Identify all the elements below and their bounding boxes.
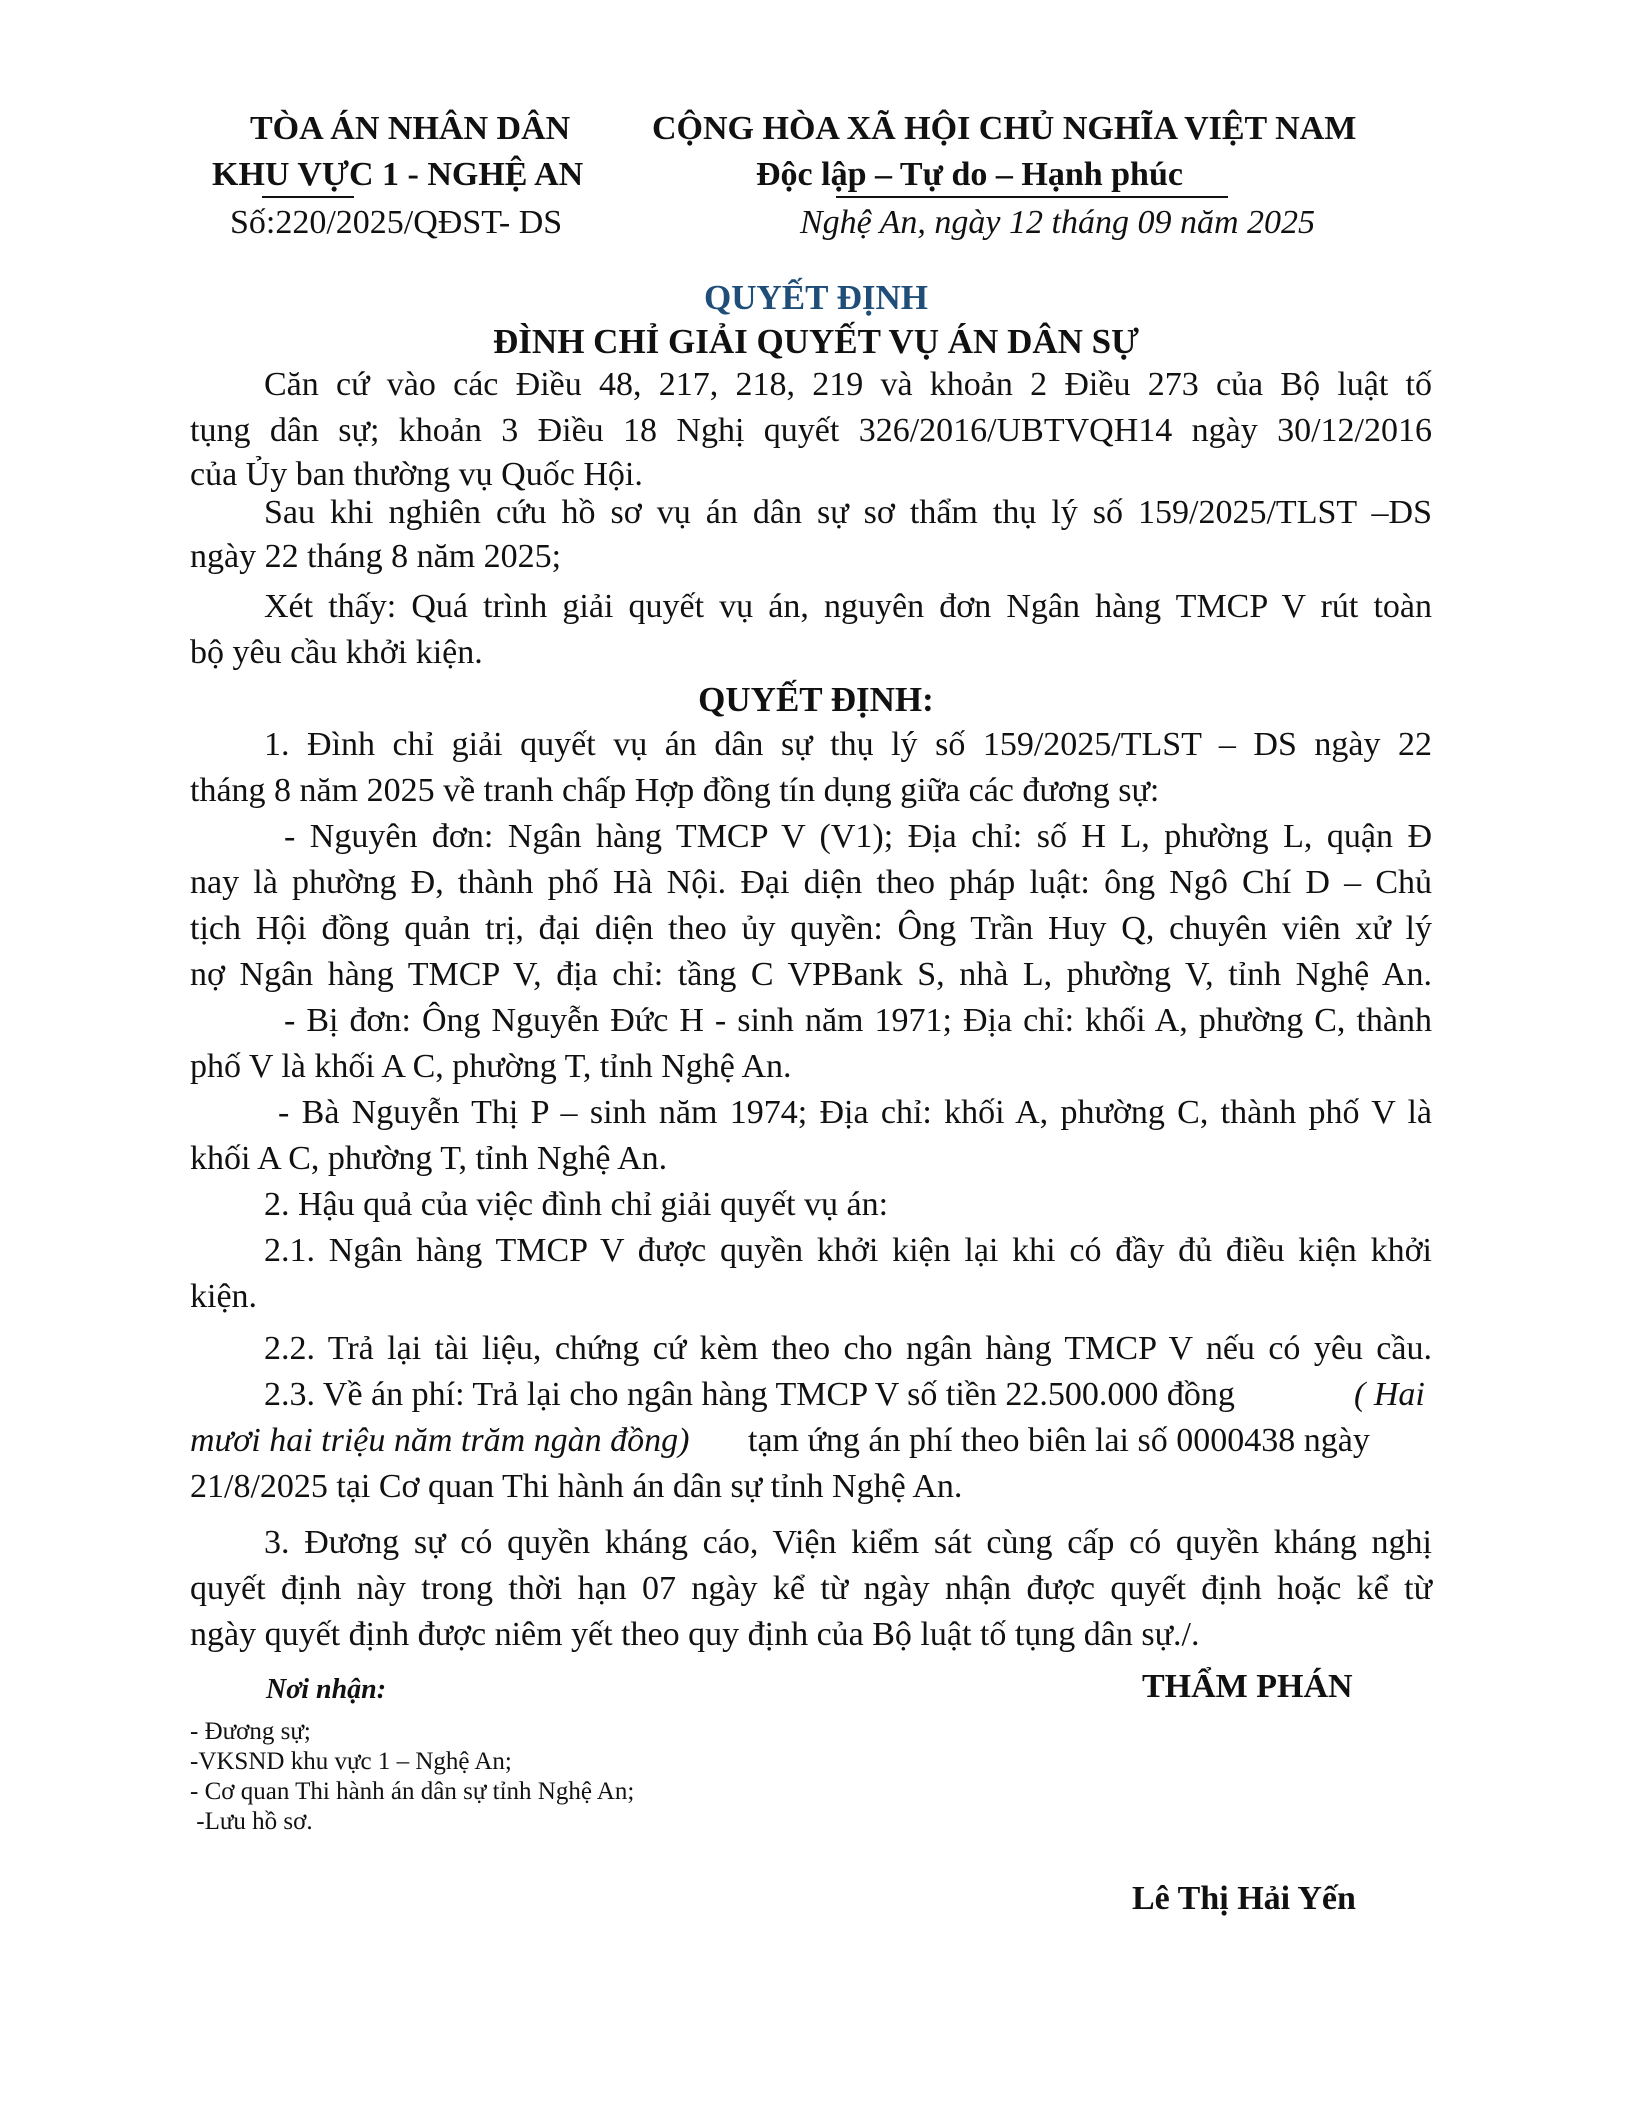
recipient-item: - Cơ quan Thi hành án dân sự tỉnh Nghệ An; [190,1778,635,1805]
recipients-title: Nơi nhận: [266,1674,387,1705]
body-line: tụng dân sự; khoản 3 Điều 18 Nghị quyết 326/2016/UBTVQH14 ngày 30/12/2016 [190,412,1432,449]
body-line: 2.3. Về án phí: Trả lại cho ngân hàng TMCP V số tiền 22.500.000 đồng [264,1376,1235,1413]
body-line: ngày quyết định được niêm yết theo quy định của Bộ luật tố tụng dân sự./. [190,1616,1200,1653]
body-line: 3. Đương sự có quyền kháng cáo, Viện kiểm sát cùng cấp có quyền kháng nghị [264,1524,1432,1561]
body-line: của Ủy ban thường vụ Quốc Hội. [190,456,643,493]
body-line: Căn cứ vào các Điều 48, 217, 218, 219 và khoản 2 Điều 273 của Bộ luật tố [264,366,1432,403]
body-line: khối A C, phường T, tỉnh Nghệ An. [190,1140,668,1177]
body-line: nay là phường Đ, thành phố Hà Nội. Đại diện theo pháp luật: ông Ngô Chí D – Chủ [190,864,1432,901]
body-line: ngày 22 tháng 8 năm 2025; [190,538,562,575]
signer-title: THẨM PHÁN [1142,1668,1353,1705]
body-line: - Bà Nguyễn Thị P – sinh năm 1974; Địa chỉ: khối A, phường C, thành phố V là [278,1094,1432,1131]
recipient-item: -VKSND khu vực 1 – Nghệ An; [190,1748,512,1775]
body-line: 2.1. Ngân hàng TMCP V được quyền khởi kiện lại khi có đầy đủ điều kiện khởi [264,1232,1432,1269]
body-line: Sau khi nghiên cứu hồ sơ vụ án dân sự sơ thẩm thụ lý số 159/2025/TLST –DS [264,494,1432,531]
body-line: quyết định này trong thời hạn 07 ngày kể từ ngày nhận được quyết định hoặc kể từ [190,1570,1432,1607]
national-motto: Độc lập – Tự do – Hạnh phúc [756,156,1183,193]
decision-number: Số:220/2025/QĐST- DS [230,204,563,241]
body-line: phố V là khối A C, phường T, tỉnh Nghệ An. [190,1048,792,1085]
body-line: 2.2. Trả lại tài liệu, chứng cứ kèm theo cho ngân hàng TMCP V nếu có yêu cầu. [264,1330,1432,1367]
court-name-line2: KHU VỰC 1 - NGHỆ AN [212,156,584,193]
body-line: 1. Đình chỉ giải quyết vụ án dân sự thụ lý số 159/2025/TLST – DS ngày 22 [264,726,1432,763]
decision-heading: QUYẾT ĐỊNH: [698,680,934,719]
amount-words: mươi hai triệu năm trăm ngàn đồng) [190,1422,690,1459]
body-line: kiện. [190,1278,258,1315]
body-line: bộ yêu cầu khởi kiện. [190,634,483,671]
recipient-item: - Đương sự; [190,1718,311,1745]
body-line: 21/8/2025 tại Cơ quan Thi hành án dân sự tỉnh Nghệ An. [190,1468,963,1505]
nation-name: CỘNG HÒA XÃ HỘI CHỦ NGHĨA VIỆT NAM [652,110,1357,147]
recipient-item: -Lưu hồ sơ. [190,1808,313,1835]
motto-underline [836,196,1228,198]
court-name-line1: TÒA ÁN NHÂN DÂN [250,110,571,147]
body-line: Xét thấy: Quá trình giải quyết vụ án, nguyên đơn Ngân hàng TMCP V rút toàn [264,588,1432,625]
place-date: Nghệ An, ngày 12 tháng 09 năm 2025 [800,204,1316,241]
court-underline [262,196,354,198]
decision-subtitle: ĐÌNH CHỈ GIẢI QUYẾT VỤ ÁN DÂN SỰ [493,322,1139,361]
body-line: 2. Hậu quả của việc đình chỉ giải quyết vụ án: [264,1186,889,1223]
body-line: - Bị đơn: Ông Nguyễn Đức H - sinh năm 1971; Địa chỉ: khối A, phường C, thành [284,1002,1432,1039]
body-line: - Nguyên đơn: Ngân hàng TMCP V (V1); Địa chỉ: số H L, phường L, quận Đ [284,818,1432,855]
body-line: tạm ứng án phí theo biên lai số 0000438 ngày [748,1422,1370,1459]
amount-words-start: ( Hai [1354,1376,1425,1413]
body-line: nợ Ngân hàng TMCP V, địa chỉ: tầng C VPBank S, nhà L, phường V, tỉnh Nghệ An. [190,956,1432,993]
body-line: tịch Hội đồng quản trị, đại diện theo ủy quyền: Ông Trần Huy Q, chuyên viên xử lý [190,910,1432,947]
signer-name: Lê Thị Hải Yến [1132,1880,1356,1917]
body-line: tháng 8 năm 2025 về tranh chấp Hợp đồng tín dụng giữa các đương sự: [190,772,1160,809]
decision-title: QUYẾT ĐỊNH [704,278,928,317]
